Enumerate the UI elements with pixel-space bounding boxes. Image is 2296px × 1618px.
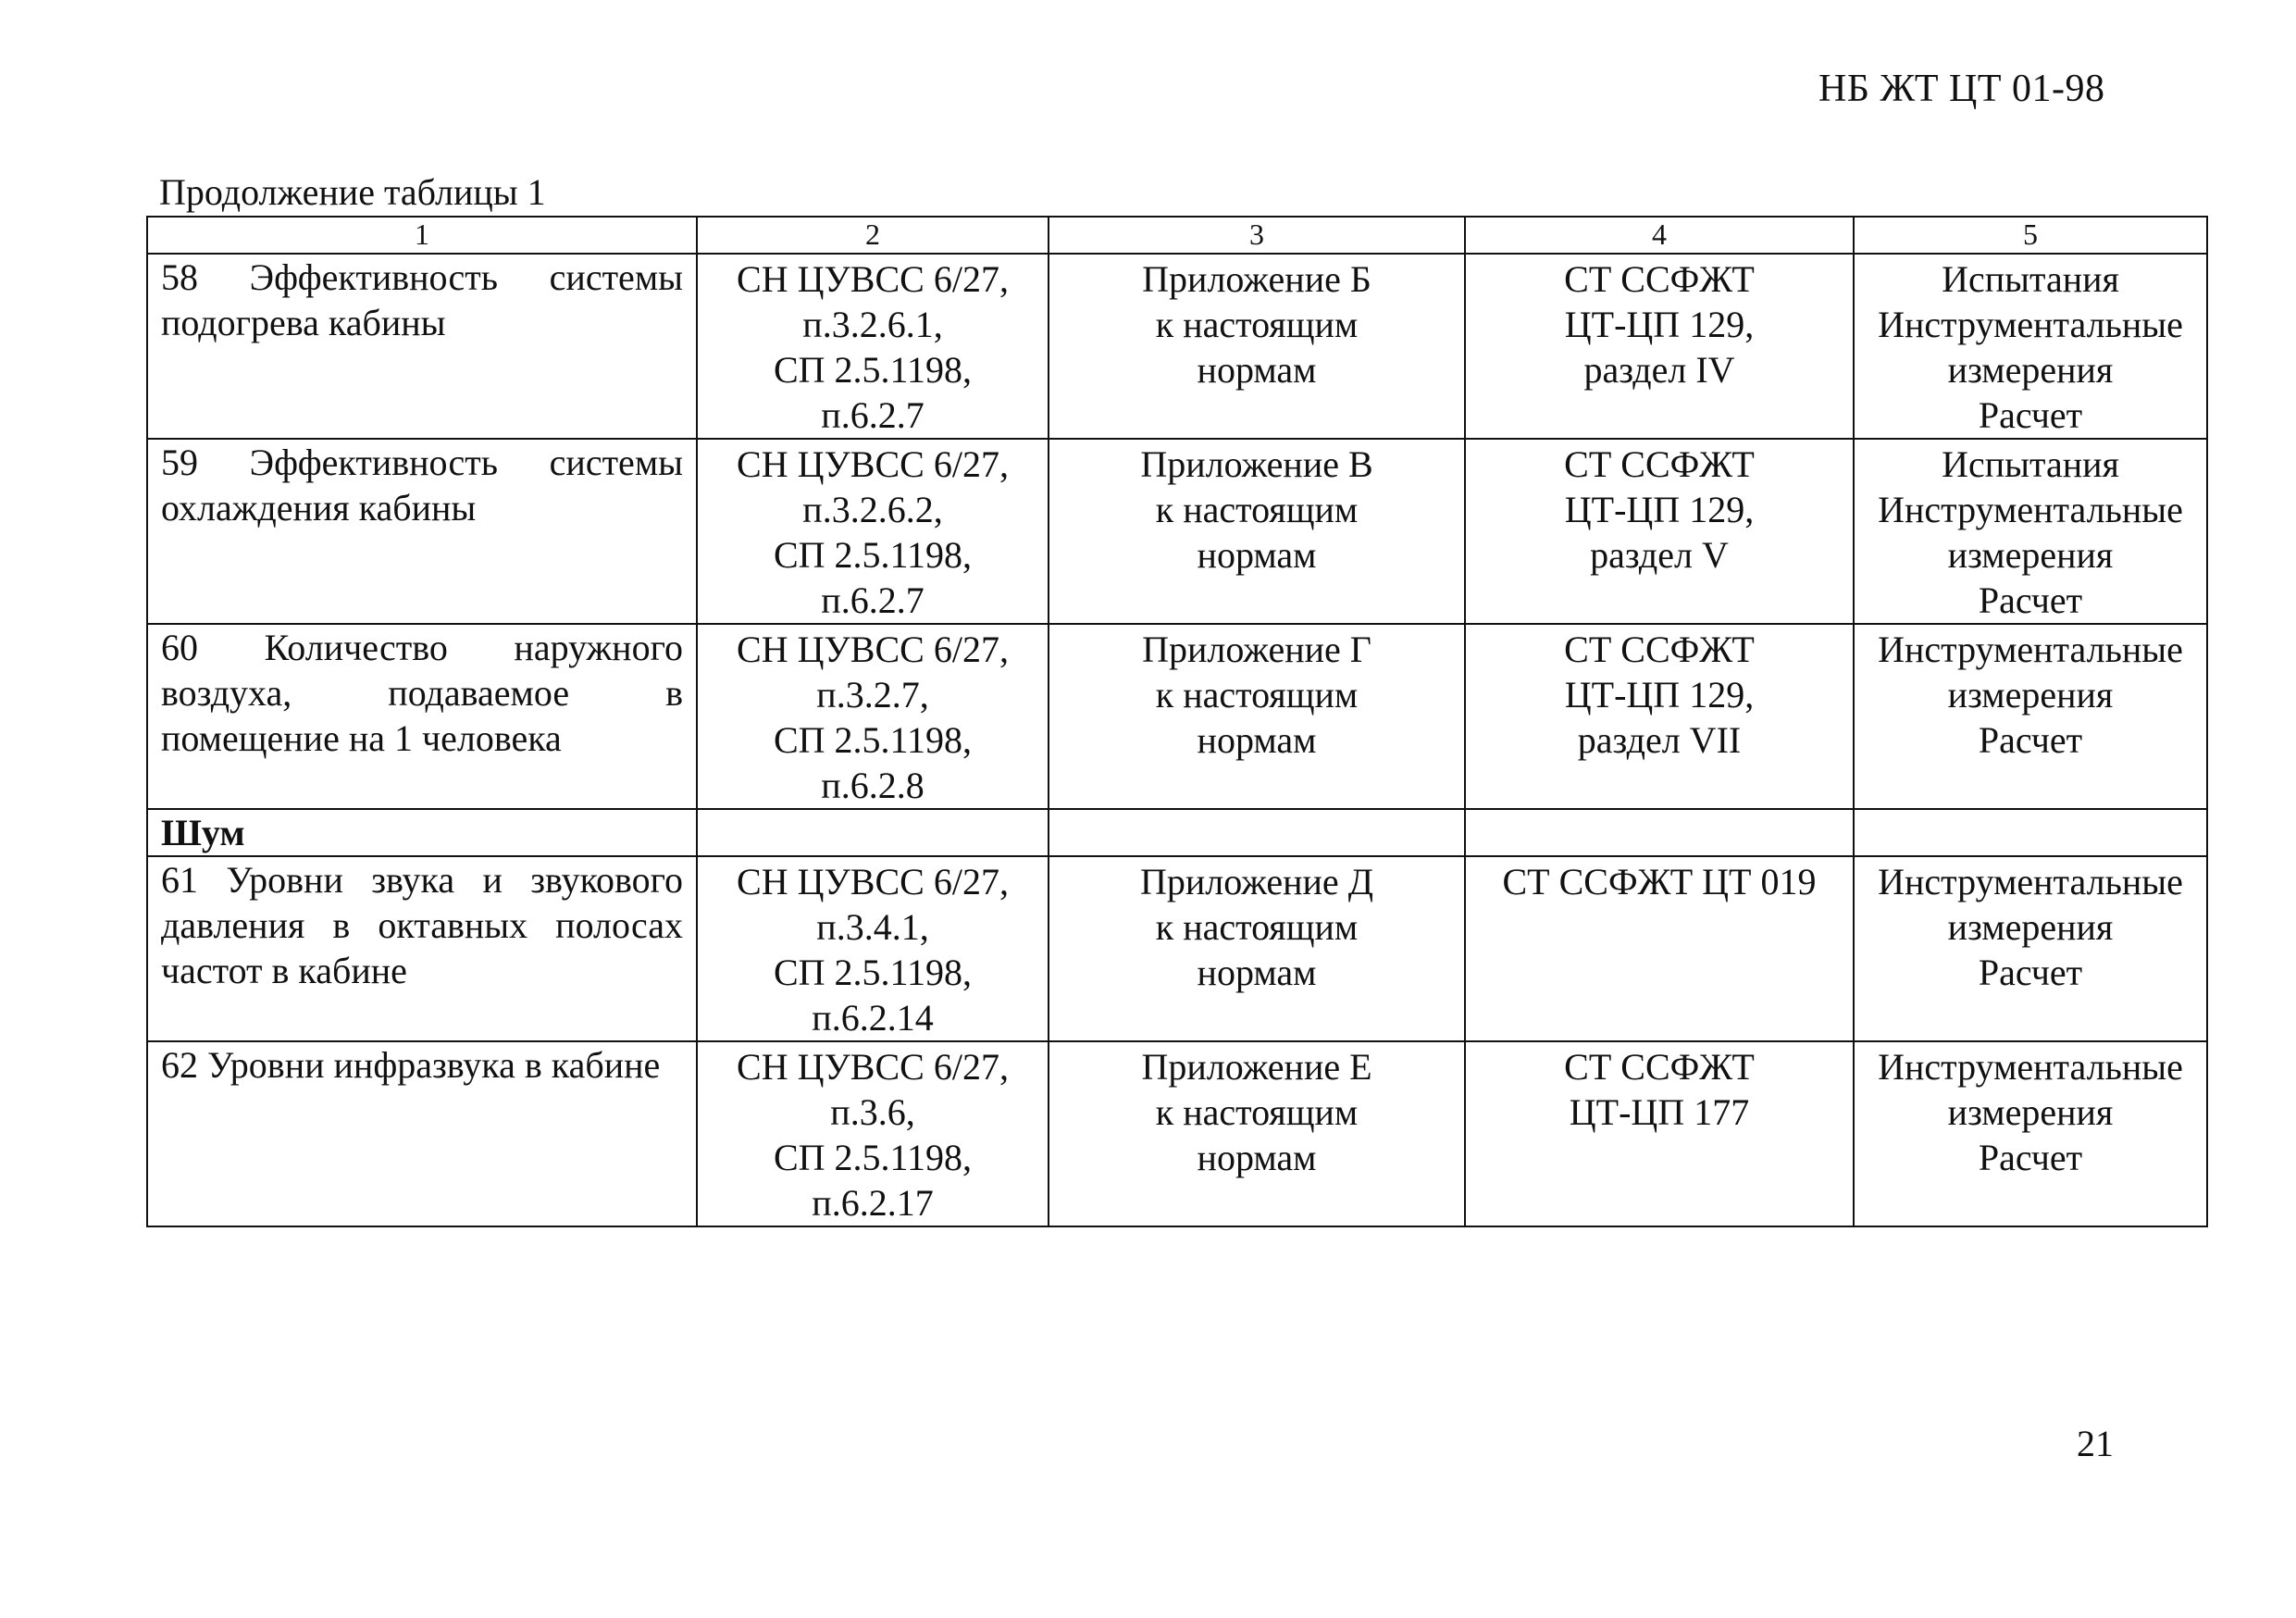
table-row [147, 1041, 2207, 1226]
cell-line: раздел IV [1583, 349, 1735, 391]
empty-cell [1854, 809, 2207, 856]
cell-line: нормам [1197, 534, 1317, 576]
cell-col3 [1049, 624, 1465, 809]
cell-line: измерения [1947, 534, 2114, 576]
cell-line: Расчет [1978, 394, 2083, 436]
cell-line: измерения [1947, 1091, 2114, 1133]
table-row [147, 439, 2207, 624]
cell-line: Приложение Г [1142, 629, 1371, 670]
table-row [147, 624, 2207, 809]
cell-line: Расчет [1978, 719, 2083, 761]
cell-col5 [1854, 1041, 2207, 1226]
cell-col2 [697, 254, 1049, 439]
cell-line: п.3.6, [830, 1091, 915, 1133]
empty-cell [697, 809, 1049, 856]
cell-line: нормам [1197, 1137, 1317, 1178]
cell-line: СТ ССФЖТ [1564, 443, 1755, 485]
table-caption: Продолжение таблицы 1 [159, 171, 546, 213]
column-number: 1 [147, 217, 697, 254]
cell-line: СТ ССФЖТ [1564, 629, 1755, 670]
indicator-name: 61 Уровни звука и звукового давления в октавных полосах частот в кабине [147, 856, 697, 1041]
cell-col4 [1465, 856, 1854, 1041]
cell-col2 [697, 1041, 1049, 1226]
cell-line: к настоящим [1155, 304, 1359, 345]
document-code: НБ ЖТ ЦТ 01-98 [1818, 68, 2105, 110]
cell-line: измерения [1947, 349, 2114, 391]
cell-line: Инструментальные [1878, 1046, 2183, 1088]
cell-col3 [1049, 856, 1465, 1041]
cell-line: Инструментальные [1878, 629, 2183, 670]
section-row [147, 809, 2207, 856]
cell-line: Приложение Е [1141, 1046, 1372, 1088]
table-row [147, 856, 2207, 1041]
cell-col3 [1049, 1041, 1465, 1226]
cell-line: п.3.4.1, [816, 906, 929, 948]
section-title: Шум [147, 809, 697, 856]
cell-line: СН ЦУВСС 6/27, [737, 258, 1009, 300]
cell-line: ЦТ-ЦП 129, [1564, 304, 1755, 345]
cell-col2 [697, 439, 1049, 624]
cell-line: п.3.2.7, [816, 674, 929, 716]
requirements-table [146, 216, 2208, 1227]
cell-line: Инструментальные [1878, 489, 2183, 530]
empty-cell [1465, 809, 1854, 856]
cell-line: Испытания [1942, 443, 2119, 485]
indicator-name: 60 Количество наружного воздуха, подаваемое в помещение на 1 человека [147, 624, 697, 809]
cell-col5 [1854, 254, 2207, 439]
cell-col4 [1465, 1041, 1854, 1226]
cell-line: Приложение Д [1140, 861, 1373, 902]
cell-line: СН ЦУВСС 6/27, [737, 629, 1009, 670]
cell-line: п.6.2.14 [812, 997, 934, 1039]
cell-line: измерения [1947, 674, 2114, 716]
cell-line: СТ ССФЖТ [1564, 1046, 1755, 1088]
cell-line: Испытания [1942, 258, 2119, 300]
cell-col2 [697, 856, 1049, 1041]
cell-line: нормам [1197, 349, 1317, 391]
cell-line: СП 2.5.1198, [773, 534, 973, 576]
cell-line: Расчет [1978, 579, 2083, 621]
cell-line: СН ЦУВСС 6/27, [737, 1046, 1009, 1088]
cell-line: п.6.2.7 [821, 579, 925, 621]
cell-line: ЦТ-ЦП 129, [1564, 489, 1755, 530]
indicator-name: 59 Эффективность системы охлаждения кабины [147, 439, 697, 624]
cell-line: к настоящим [1155, 489, 1359, 530]
cell-col2 [697, 624, 1049, 809]
cell-line: СТ ССФЖТ ЦТ 019 [1502, 861, 1817, 902]
column-number-row [147, 217, 2207, 254]
cell-line: ЦТ-ЦП 129, [1564, 674, 1755, 716]
cell-line: раздел V [1590, 534, 1729, 576]
cell-col4 [1465, 624, 1854, 809]
column-number: 5 [1854, 217, 2207, 254]
cell-line: СП 2.5.1198, [773, 349, 973, 391]
indicator-name: 58 Эффективность системы подогрева кабины [147, 254, 697, 439]
cell-col3 [1049, 439, 1465, 624]
cell-line: Инструментальные [1878, 861, 2183, 902]
cell-line: ЦТ-ЦП 177 [1569, 1091, 1750, 1133]
empty-cell [1049, 809, 1465, 856]
cell-line: к настоящим [1155, 1091, 1359, 1133]
cell-line: СН ЦУВСС 6/27, [737, 443, 1009, 485]
column-number: 3 [1049, 217, 1465, 254]
cell-line: нормам [1197, 719, 1317, 761]
cell-line: п.3.2.6.1, [802, 304, 943, 345]
cell-line: раздел VII [1577, 719, 1742, 761]
cell-line: СП 2.5.1198, [773, 1137, 973, 1178]
cell-line: измерения [1947, 906, 2114, 948]
cell-col5 [1854, 624, 2207, 809]
cell-col4 [1465, 439, 1854, 624]
cell-col3 [1049, 254, 1465, 439]
cell-line: Расчет [1978, 952, 2083, 993]
column-number: 2 [697, 217, 1049, 254]
cell-line: п.6.2.8 [821, 765, 925, 806]
cell-line: Приложение В [1140, 443, 1373, 485]
cell-line: нормам [1197, 952, 1317, 993]
cell-line: СН ЦУВСС 6/27, [737, 861, 1009, 902]
table-row [147, 254, 2207, 439]
indicator-name: 62 Уровни инфразвука в кабине [147, 1041, 697, 1226]
cell-line: СП 2.5.1198, [773, 952, 973, 993]
cell-line: п.6.2.7 [821, 394, 925, 436]
page-number: 21 [2077, 1423, 2114, 1464]
cell-line: п.6.2.17 [812, 1182, 934, 1224]
cell-line: Инструментальные [1878, 304, 2183, 345]
cell-col5 [1854, 856, 2207, 1041]
cell-line: к настоящим [1155, 906, 1359, 948]
column-number: 4 [1465, 217, 1854, 254]
cell-col5 [1854, 439, 2207, 624]
cell-line: п.3.2.6.2, [802, 489, 943, 530]
cell-line: СП 2.5.1198, [773, 719, 973, 761]
cell-col4 [1465, 254, 1854, 439]
cell-line: Приложение Б [1142, 258, 1371, 300]
cell-line: к настоящим [1155, 674, 1359, 716]
cell-line: СТ ССФЖТ [1564, 258, 1755, 300]
cell-line: Расчет [1978, 1137, 2083, 1178]
